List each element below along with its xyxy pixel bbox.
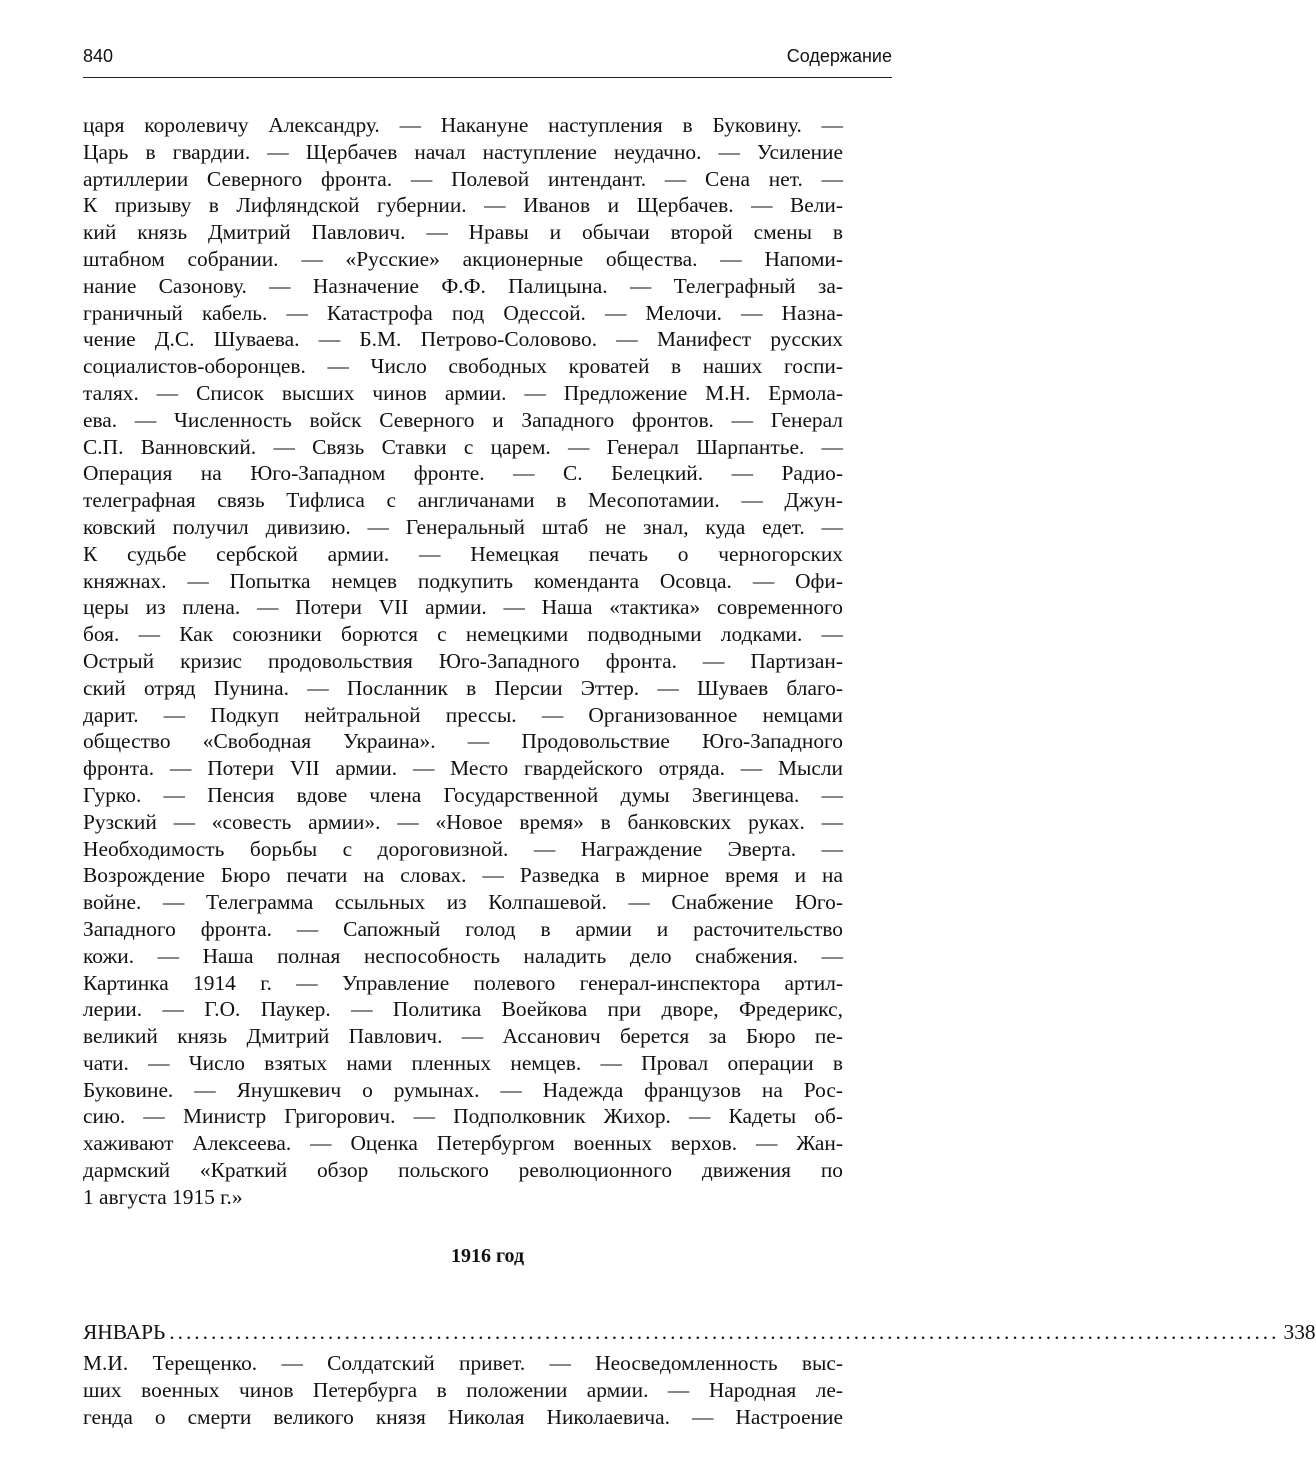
text-line: чение Д.С. Шуваева. — Б.М. Петрово-Соловово. — Манифест русских xyxy=(83,327,843,352)
text-line: Западного фронта. — Сапожный голод в армии и расточительство xyxy=(83,916,843,941)
text-line: 1 августа 1915 г.» xyxy=(83,1184,243,1209)
text-line: сию. — Министр Григорович. — Подполковник Жихор. — Кадеты об- xyxy=(83,1104,843,1129)
header-rule xyxy=(83,77,892,78)
text-line: кий князь Дмитрий Павлович. — Нравы и обычаи второй смены в xyxy=(83,220,843,245)
text-line: церы из плена. — Потери VII армии. — Наша «тактика» современного xyxy=(83,595,843,620)
text-line: артиллерии Северного фронта. — Полевой интендант. — Сена нет. — xyxy=(83,166,843,191)
text-line: дарит. — Подкуп нейтральной прессы. — Организованное немцами xyxy=(83,702,843,727)
text-line: социалистов-оборонцев. — Число свободных кроватей в наших госпи- xyxy=(83,354,843,379)
text-line: дармский «Краткий обзор польского революционного движения по xyxy=(83,1158,843,1183)
text-line: Операция на Юго-Западном фронте. — С. Белецкий. — Радио- xyxy=(83,461,843,486)
text-line: Картинка 1914 г. — Управление полевого генерал-инспектора артил- xyxy=(83,970,843,995)
text-line: фронта. — Потери VII армии. — Место гвардейского отряда. — Мысли xyxy=(83,756,843,781)
text-line: Царь в гвардии. — Щербачев начал наступление неудачно. — Усиление xyxy=(83,139,843,164)
text-line: царя королевичу Александру. — Накануне наступления в Буковину. — xyxy=(83,113,843,137)
text-line: общество «Свободная Украина». — Продовольствие Юго-Западного xyxy=(83,729,843,754)
text-line: Рузский — «совесть армии». — «Новое время» в банковских руках. — xyxy=(83,809,843,834)
text-line: граничный кабель. — Катастрофа под Одессой. — Мелочи. — Назна- xyxy=(83,300,843,325)
text-line: телеграфная связь Тифлиса с англичанами в Месопотамии. — Джун- xyxy=(83,488,843,513)
text-line: талях. — Список высших чинов армии. — Предложение М.Н. Ермола- xyxy=(83,380,843,405)
text-line: Острый кризис продовольствия Юго-Западного фронта. — Партизан- xyxy=(83,648,843,673)
text-line: С.П. Ванновский. — Связь Ставки с царем. — Генерал Шарпантье. — xyxy=(83,434,843,459)
text-line: великий князь Дмитрий Павлович. — Ассанович берется за Бюро пе- xyxy=(83,1024,843,1049)
text-line: штабном собрании. — «Русские» акционерные общества. — Напоми- xyxy=(83,246,843,271)
toc-entry-title: ЯНВАРЬ xyxy=(83,1320,166,1344)
page-number: 840 xyxy=(83,46,114,66)
running-header xyxy=(83,44,892,74)
text-line: генда о смерти великого князя Николая Николаевича. — Настроение xyxy=(83,1404,843,1429)
text-line: боя. — Как союзники борются с немецкими подводными лодками. — xyxy=(83,622,843,647)
text-line: кожи. — Наша полная неспособность наладить дело снабжения. — xyxy=(83,943,843,968)
year-heading: 1916 год xyxy=(450,1245,525,1267)
running-section-title: Содержание xyxy=(786,46,892,66)
text-line: лерии. — Г.О. Паукер. — Политика Воейкова при дворе, Фредерикс, xyxy=(83,997,843,1022)
text-line: хаживают Алексеева. — Оценка Петербургом военных верхов. — Жан- xyxy=(83,1131,843,1156)
text-line: К призыву в Лифляндской губернии. — Иванов и Щербачев. — Вели- xyxy=(83,193,843,218)
toc-entry-january xyxy=(83,1320,1316,1348)
text-line: ковский получил дивизию. — Генеральный штаб не знал, куда едет. — xyxy=(83,514,843,539)
month-summary-paragraph xyxy=(83,1350,843,1430)
text-line: войне. — Телеграмма ссыльных из Колпашевой. — Снабжение Юго- xyxy=(83,890,843,915)
text-line: чати. — Число взятых нами пленных немцев. — Провал операции в xyxy=(83,1050,843,1075)
text-line: М.И. Терещенко. — Солдатский привет. — Неосведомленность выс- xyxy=(83,1351,843,1375)
text-line: княжнах. — Попытка немцев подкупить коменданта Осовца. — Офи- xyxy=(83,568,843,593)
text-line: Необходимость борьбы с дороговизной. — Награждение Эверта. — xyxy=(83,836,843,861)
text-line: К судьбе сербской армии. — Немецкая печать о черногорских xyxy=(83,541,843,566)
text-line: Гурко. — Пенсия вдове члена Государственной думы Звегинцева. — xyxy=(83,782,843,807)
text-line: нание Сазонову. — Назначение Ф.Ф. Палицына. — Телеграфный за- xyxy=(83,273,843,298)
text-line: ский отряд Пунина. — Посланник в Персии Эттер. — Шуваев благо- xyxy=(83,675,843,700)
text-line: ева. — Численность войск Северного и Западного фронтов. — Генерал xyxy=(83,407,843,432)
text-line: Возрождение Бюро печати на словах. — Разведка в мирное время и на xyxy=(83,863,843,888)
dot-leader: ..................................................................................................................................... xyxy=(169,1320,1280,1344)
text-line: Буковине. — Янушкевич о румынах. — Надежда французов на Рос- xyxy=(83,1077,843,1102)
contents-paragraph xyxy=(83,112,843,1211)
text-line: ших военных чинов Петербурга в положении армии. — Народная ле- xyxy=(83,1377,843,1402)
toc-entry-page: 338 xyxy=(1283,1320,1316,1344)
